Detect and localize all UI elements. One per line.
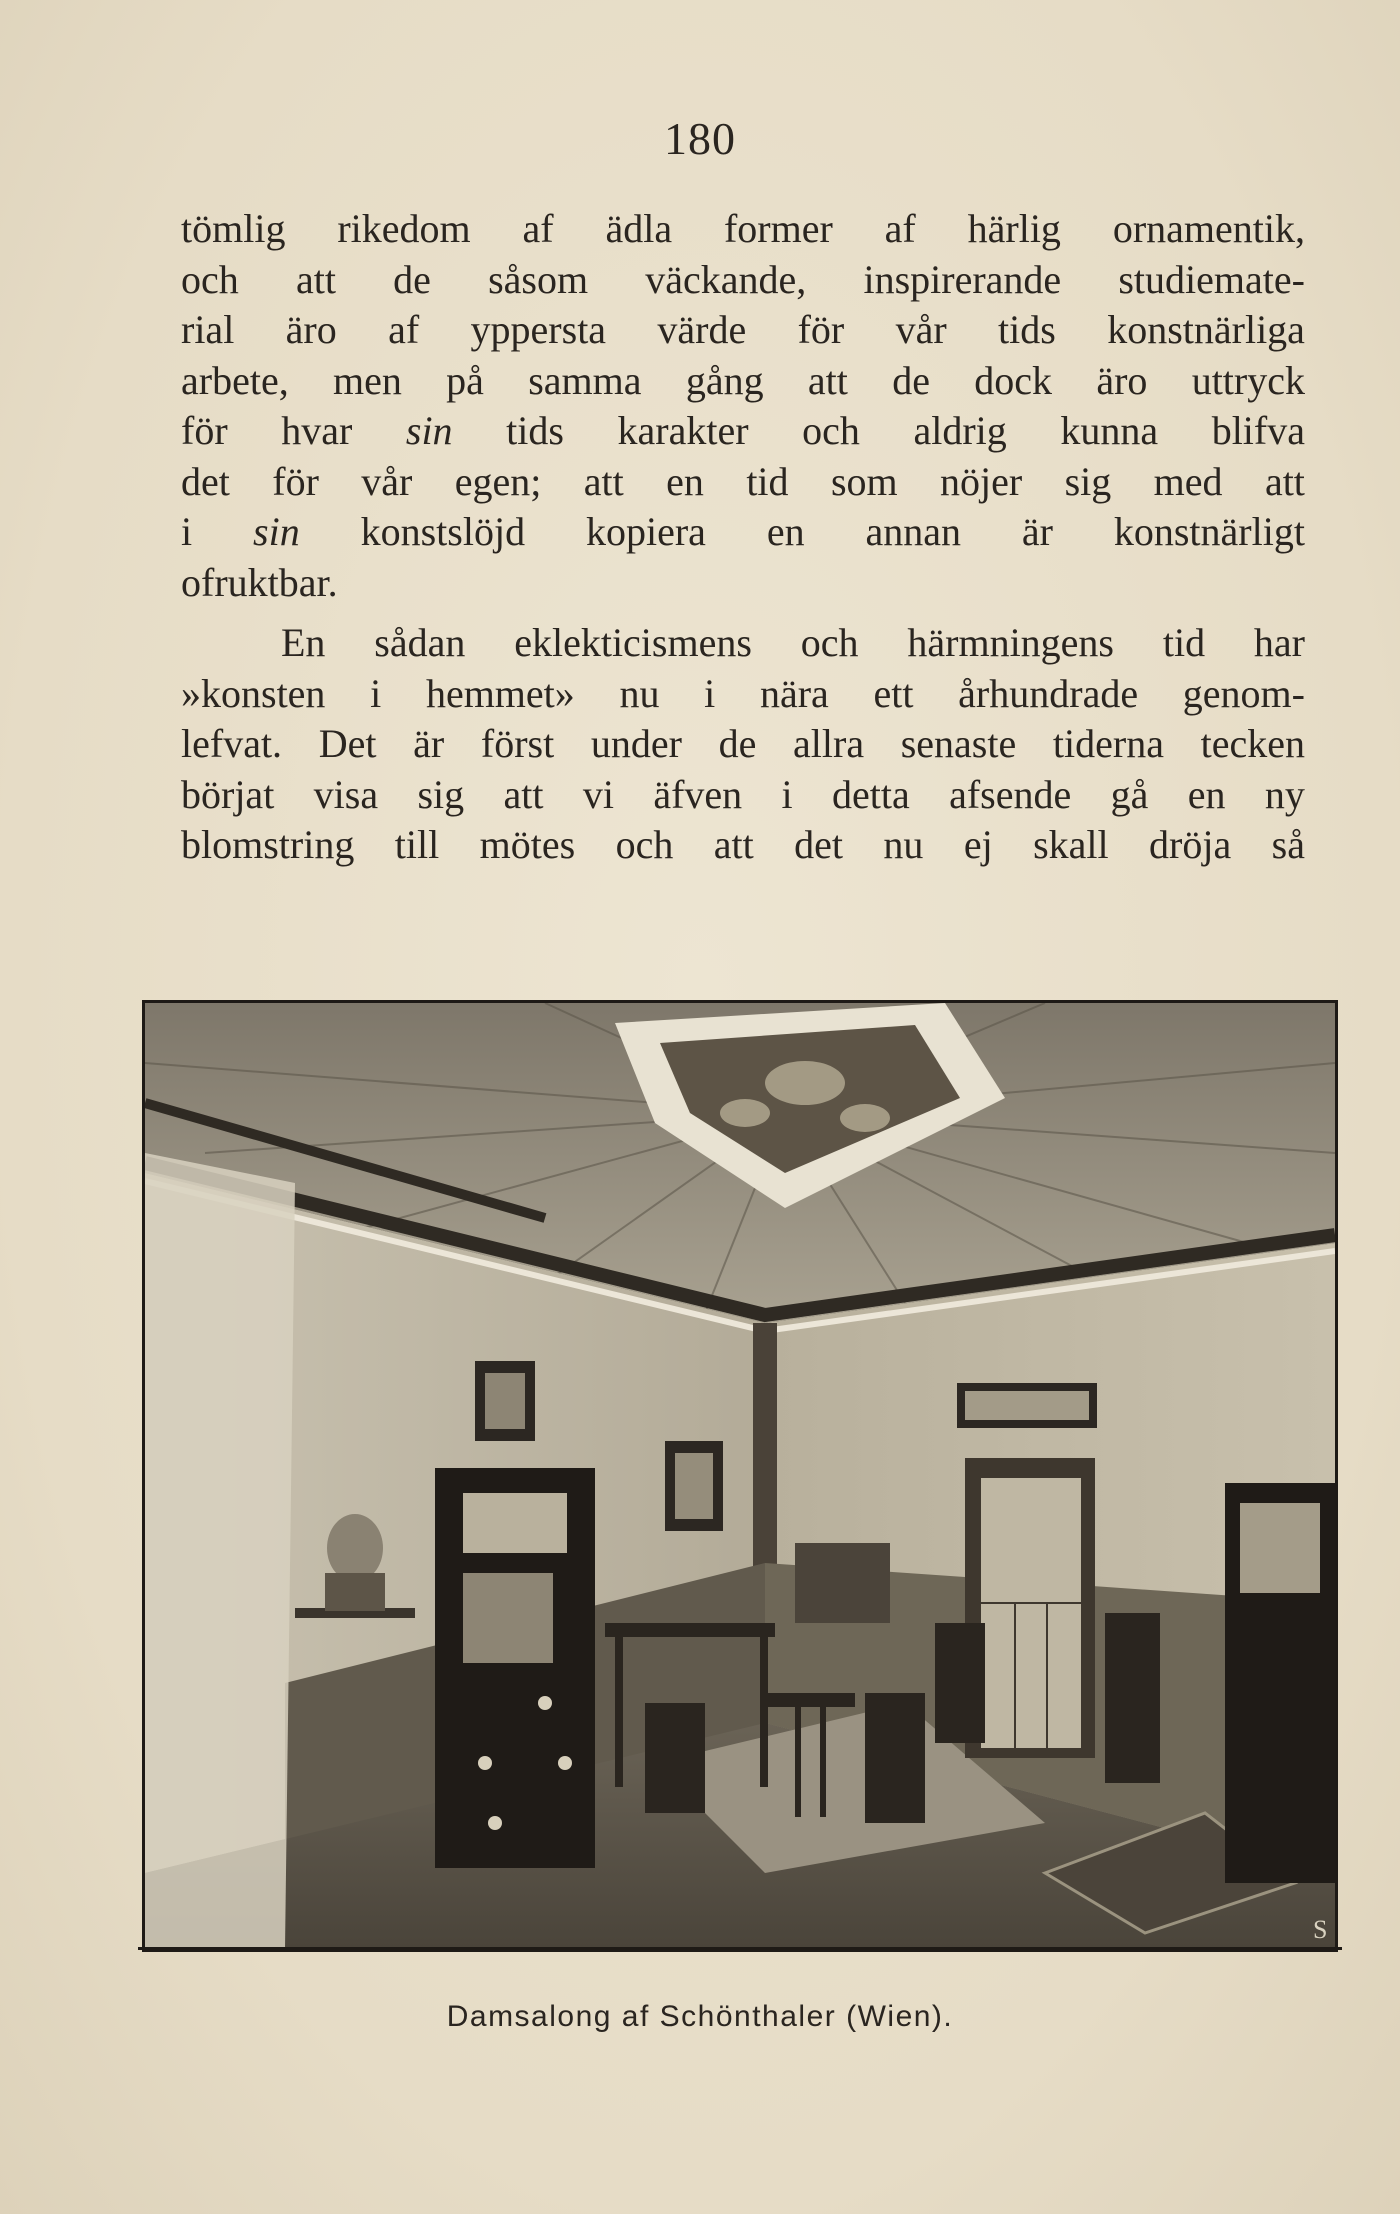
word: är [1021,509,1053,554]
word: för [181,408,228,453]
word: Det [318,721,377,766]
word: de [892,357,930,403]
word: af [884,206,916,251]
word: nära [759,670,829,716]
word: ny [1264,771,1305,817]
body-text [181,204,1305,871]
word: och [181,256,239,302]
text-line [181,356,1305,407]
text-line [181,669,1305,720]
word: konstnärliga [1107,307,1305,352]
bust-sculpture [327,1514,383,1582]
word: »konsten [181,670,326,716]
word: sin [253,509,300,554]
word: dröja [1149,822,1232,867]
word: i [181,509,193,554]
word: annan [865,509,961,554]
word: de [393,256,431,302]
word: uttryck [1191,357,1305,403]
text-line [181,457,1305,508]
word: är [413,721,445,766]
word: sådan [374,620,466,665]
word: århundrade [958,670,1139,716]
word: tömlig [181,206,286,251]
word: börjat [181,771,275,817]
word: de [718,721,757,766]
tea-table [765,1693,855,1707]
paragraph-1 [181,204,1305,608]
word: har [1253,620,1305,665]
text-line [181,820,1305,871]
figure-caption: Damsalong af Schönthaler (Wien). [446,2000,954,2033]
word: allra [793,721,865,766]
text-line [181,618,1305,669]
word: samma [528,357,642,403]
word: väckande, [645,256,807,302]
word: blomstring [181,822,355,867]
word: ej [963,822,993,867]
word: att [713,822,754,867]
text-line [181,558,1305,609]
word: skall [1033,822,1109,867]
word: dock [974,357,1053,403]
word: ofruktbar. [181,559,338,605]
word: på [446,357,484,403]
word: En [281,620,326,665]
word: i [704,670,716,716]
word: visa [313,771,379,817]
word: mötes [479,822,576,867]
text-line [181,770,1305,821]
word: först [480,721,555,766]
word: detta [832,771,910,817]
hanging-shelf [795,1543,890,1623]
word: ornamentik, [1112,206,1305,251]
word: eklekticismens [514,620,752,665]
word: nu [619,670,660,716]
word: tiderna [1052,721,1164,766]
word: äfven [653,771,743,817]
word: arbete, [181,357,289,403]
word: lefvat. [181,721,283,766]
text-line [181,507,1305,558]
word: nöjer [940,458,1023,504]
word: former [723,206,833,251]
word: till [394,822,440,867]
word: tids [998,307,1056,352]
page-number: 180 [664,113,736,164]
word: och [615,822,674,867]
word: gå [1110,771,1149,817]
word: en [766,509,805,554]
word: så [1271,822,1305,867]
word: det [794,822,843,867]
word: afsende [949,771,1072,817]
word: det [181,458,230,504]
word: att [1264,458,1305,504]
word: konstslöjd [360,509,526,554]
word: och [800,620,859,665]
word: konstnärligt [1113,509,1305,554]
word: äro [1096,357,1148,403]
illustration-plate [142,1000,1338,1952]
word: vår [895,307,947,352]
word: karakter [617,408,749,453]
word: senaste [900,721,1017,766]
word: blifva [1211,408,1305,453]
word: en [666,458,704,504]
text-line [181,204,1305,255]
word: för [272,458,319,504]
word: aldrig [913,408,1007,453]
word: tid [1162,620,1206,665]
writing-table [605,1623,775,1637]
word: men [333,357,402,403]
word: och [802,408,860,453]
word: rikedom [337,206,471,251]
text-line [181,305,1305,356]
word: att [807,357,848,403]
word: äro [285,307,337,352]
word: vår [361,458,413,504]
word: under [590,721,682,766]
word: värde [657,307,747,352]
word: kopiera [585,509,706,554]
word: med [1153,458,1223,504]
word: sin [405,408,453,453]
word: tids [506,408,564,453]
word: sig [417,771,465,817]
word: för [797,307,845,352]
word: härlig [967,206,1061,251]
word: inspirerande [863,256,1062,302]
word: af [388,307,420,352]
word: rial [181,307,235,352]
salon-engraving-image [145,1003,1335,1949]
word: genom- [1182,670,1305,716]
word: i [781,771,793,817]
word: studiemate- [1118,256,1305,302]
word: gång [685,357,764,403]
plate-monogram: S [1313,1915,1328,1944]
word: af [522,206,554,251]
curtain [145,1153,295,1949]
word: härmningens [907,620,1114,665]
paragraph-2 [181,618,1305,871]
word: en [1187,771,1226,817]
text-line [181,406,1305,457]
text-line [181,719,1305,770]
word: yppersta [470,307,607,352]
word: tid [746,458,789,504]
word: i [370,670,382,716]
word: hemmet» [425,670,575,716]
word: ett [873,670,914,716]
word: kunna [1060,408,1159,453]
word: att [583,458,624,504]
word: vi [582,771,614,817]
word: att [295,256,336,302]
word: såsom [488,256,589,302]
word: ädla [605,206,673,251]
word: som [830,458,898,504]
word: sig [1064,458,1112,504]
word: att [503,771,544,817]
word: egen; [454,458,542,504]
word: hvar [281,408,353,453]
plate-rule [138,1947,1342,1950]
word: tecken [1200,721,1305,766]
text-line [181,255,1305,306]
word: nu [883,822,924,867]
